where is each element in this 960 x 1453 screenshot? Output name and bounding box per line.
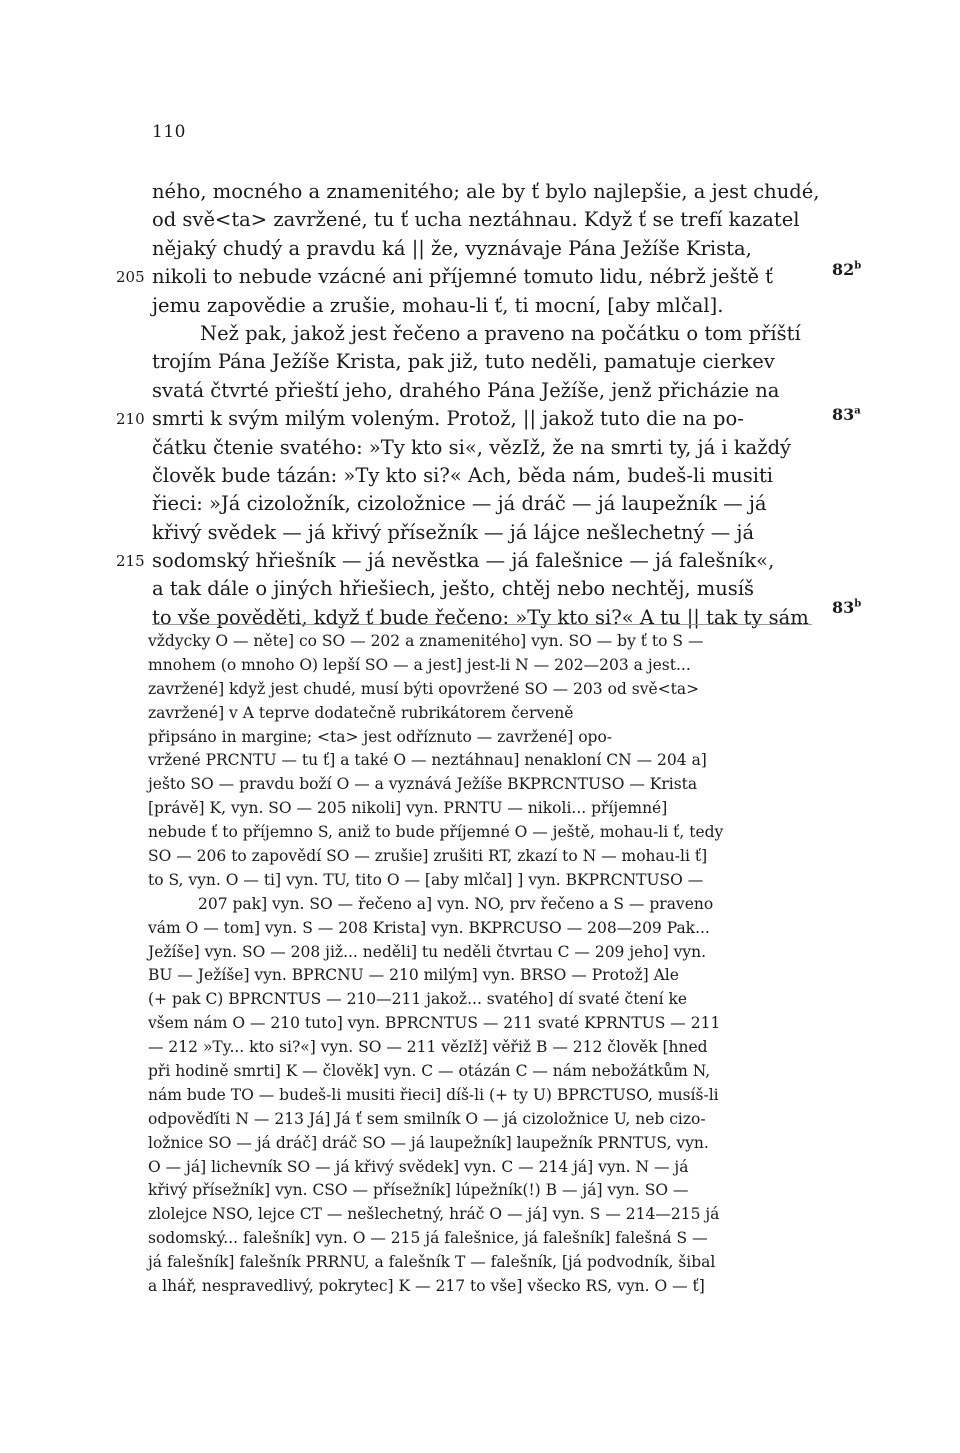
apparatus-line: — 212 »Ty... kto si?«] vyn. SO — 211 vězIž] věřiž B — 212 člověk [hned xyxy=(148,1038,708,1057)
apparatus-line: při hodině smrti] K — člověk] vyn. C — otázán C — nám nebožátkům N, xyxy=(148,1062,711,1081)
main-line: křivý svědek — já křivý přísežník — já lájce nešlechetný — já xyxy=(152,520,755,544)
main-line: člověk bude tázán: »Ty kto si?« Ach, běda nám, budeš-li musiti xyxy=(152,463,774,487)
main-line xyxy=(116,405,820,433)
apparatus-line: a lhář, nespravedlivý, pokrytec] K — 217 to vše] všecko RS, vyn. O — ť] xyxy=(148,1277,705,1296)
folio-side: b xyxy=(854,598,862,610)
apparatus-line: BU — Ježíše] vyn. BPRCNU — 210 milým] vyn. BRSO — Protož] Ale xyxy=(148,966,679,985)
main-line-text: sodomský hřiešník — já nevěstka — já falešnice — já falešník«, xyxy=(152,549,775,573)
apparatus-line: Ježíše] vyn. SO — 208 již... neděli] tu neděli čtvrtau C — 209 jeho] vyn. xyxy=(148,942,707,961)
main-line: Než pak, jakož jest řečeno a praveno na počátku o tom příští xyxy=(200,321,801,345)
main-line: a tak dále o jiných hřiešiech, ješto, chtěj nebo nechtěj, musíš xyxy=(152,577,755,601)
main-line: svatá čtvrté přieští jeho, drahého Pána Ježíše, jenž přicházie na xyxy=(152,378,780,402)
apparatus-line: mnohem (o mnoho O) lepší SO — a jest] jest-li N — 202—203 a jest... xyxy=(148,655,691,674)
apparatus-line: nebude ť to příjemno S, aniž to bude příjemné O — ještě, mohau-li ť, tedy xyxy=(148,823,724,842)
folio-marker xyxy=(832,598,861,617)
folio-side: a xyxy=(854,405,861,417)
apparatus-line: ješto SO — pravdu boží O — a vyznává Ježíše BKPRCNTUSO — Krista xyxy=(148,775,698,794)
apparatus-line: vám O — tom] vyn. S — 208 Krista] vyn. BKPRCUSO — 208—209 Pak... xyxy=(148,918,710,937)
line-number: 205 xyxy=(116,268,145,287)
apparatus-line: (+ pak C) BPRCNTUS — 210—211 jakož... svatého] dí svaté čtení ke xyxy=(148,990,688,1009)
main-line-text: smrti k svým milým voleným. Protož, || jakož tuto die na po- xyxy=(152,407,744,431)
apparatus-line: odpověďíti N — 213 Já] Já ť sem smilník O — já cizoložnice U, neb cizo- xyxy=(148,1109,706,1128)
folio-number: 83 xyxy=(832,405,855,424)
folio-number: 82 xyxy=(832,260,855,279)
main-line-text: nikoli to nebude vzácné ani příjemné tomuto lidu, nébrž ještě ť xyxy=(152,265,774,289)
folio-marker xyxy=(832,405,861,424)
main-line: jemu zapovědie a zrušie, mohau-li ť, ti mocní, [aby mlčal]. xyxy=(152,293,724,317)
folio-number: 83 xyxy=(832,598,855,617)
critical-apparatus xyxy=(148,630,818,1299)
apparatus-line: 207 pak] vyn. SO — řečeno a] vyn. NO, prv řečeno a S — praveno xyxy=(198,894,714,913)
apparatus-line: zlolejce NSO, lejce CT — nešlechetný, hráč O — já] vyn. S — 214—215 já xyxy=(148,1205,720,1224)
page-number: 110 xyxy=(152,122,186,142)
apparatus-line: vržené PRCNTU — tu ť] a také O — neztáhnau] nenakloní CN — 204 a] xyxy=(148,751,707,770)
folio-marker xyxy=(832,260,861,279)
main-line: od svě<ta> zavržené, tu ť ucha neztáhnau. Když ť se trefí kazatel xyxy=(152,208,800,232)
main-line xyxy=(116,263,820,291)
main-line: to vše pověděti, když ť bude řečeno: »Ty kto si?« A tu || tak ty sám xyxy=(152,605,809,629)
apparatus-line: to S, vyn. O — ti] vyn. TU, tito O — [aby mlčal] ] vyn. BKPRCNTUSO — xyxy=(148,870,704,889)
main-line: čátku čtenie svatého: »Ty kto si«, vězIž, že na smrti ty, já i každý xyxy=(152,435,792,459)
apparatus-line: připsáno in margine; <ta> jest odříznuto — zavržené] opo- xyxy=(148,727,613,746)
main-text xyxy=(116,178,820,632)
apparatus-line: nám bude TO — budeš-li musiti řieci] díš-li (+ ty U) BPRCTUSO, musíš-li xyxy=(148,1085,719,1104)
apparatus-line: vždycky O — něte] co SO — 202 a znamenitého] vyn. SO — by ť to S — xyxy=(148,632,704,650)
apparatus-line: křivý přísežník] vyn. CSO — přísežník] lúpežník(!) B — já] vyn. SO — xyxy=(148,1181,689,1200)
main-line: řieci: »Já cizoložník, cizoložnice — já dráč — já laupežník — já xyxy=(152,492,767,516)
footnote-divider xyxy=(152,624,812,625)
apparatus-line: sodomský... falešník] vyn. O — 215 já falešnice, já falešník] falešná S — xyxy=(148,1229,708,1248)
line-number: 215 xyxy=(116,552,145,571)
main-line: trojím Pána Ježíše Krista, pak již, tuto neděli, pamatuje cierkev xyxy=(152,350,775,374)
folio-side: b xyxy=(854,260,862,272)
apparatus-line: [právě] K, vyn. SO — 205 nikoli] vyn. PRNTU — nikoli... příjemné] xyxy=(148,799,668,818)
apparatus-line: ložnice SO — já dráč] dráč SO — já laupežník] laupežník PRNTUS, vyn. xyxy=(148,1133,709,1152)
main-line xyxy=(116,547,820,575)
apparatus-line: zavržené] v A teprve dodatečně rubrikátorem červeně xyxy=(148,703,574,722)
apparatus-line: SO — 206 to zapovědí SO — zrušie] zrušiti RT, zkazí to N — mohau-li ť] xyxy=(148,847,708,866)
apparatus-line: O — já] lichevník SO — já křivý svědek] vyn. C — 214 já] vyn. N — já xyxy=(148,1157,689,1176)
main-line: nějaký chudý a pravdu ká || že, vyznávaje Pána Ježíše Krista, xyxy=(152,236,752,260)
apparatus-line: zavržené] když jest chudé, musí býti opovržené SO — 203 od svě<ta> xyxy=(148,679,700,698)
apparatus-line: všem nám O — 210 tuto] vyn. BPRCNTUS — 211 svaté KPRNTUS — 211 xyxy=(148,1014,721,1033)
main-line: ného, mocného a znamenitého; ale by ť bylo najlepšie, a jest chudé, xyxy=(152,180,820,203)
line-number: 210 xyxy=(116,410,145,429)
apparatus-line: já falešník] falešník PRRNU, a falešník T — falešník, [já podvodník, šibal xyxy=(148,1253,716,1272)
